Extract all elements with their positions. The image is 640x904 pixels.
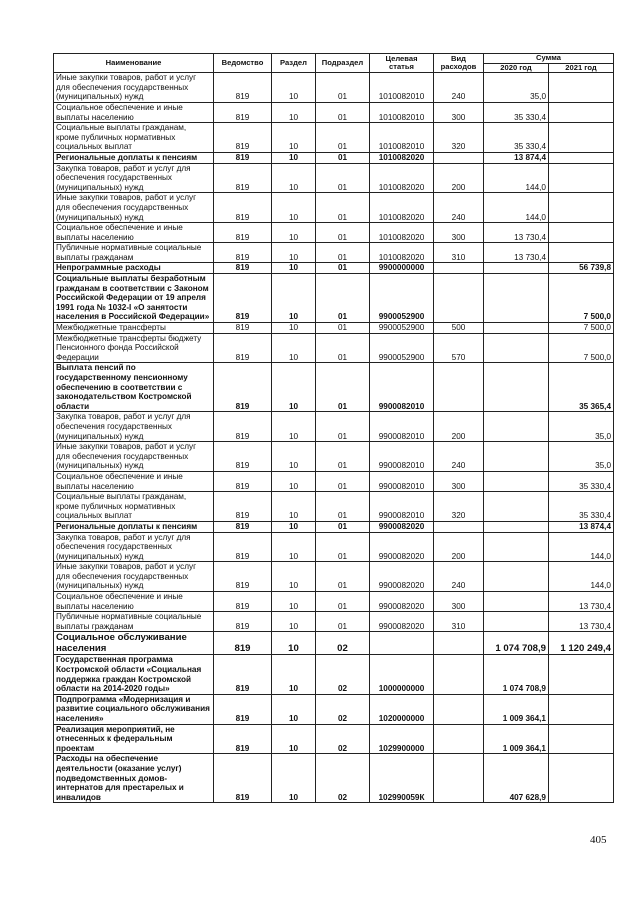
cell-vid: 300: [434, 223, 484, 243]
header-target: Целевая статья: [370, 54, 434, 73]
cell-vedomstvo: 819: [214, 363, 272, 412]
cell-2021: [549, 193, 614, 223]
cell-2020: [484, 333, 549, 363]
cell-target: 9900082020: [370, 612, 434, 632]
cell-target: 1010082010: [370, 123, 434, 153]
header-summa: Сумма: [484, 54, 614, 64]
header-razdel: Раздел: [272, 54, 316, 73]
cell-podrazdel: 01: [316, 333, 370, 363]
table-row: [54, 163, 614, 193]
cell-2021: [549, 123, 614, 153]
cell-vedomstvo: 819: [214, 521, 272, 532]
cell-target: 9900082020: [370, 562, 434, 592]
cell-razdel: 10: [272, 521, 316, 532]
cell-2020: [484, 263, 549, 274]
cell-name: Региональные доплаты к пенсиям: [54, 152, 214, 163]
cell-2020: 35 330,4: [484, 102, 549, 122]
cell-vid: 310: [434, 243, 484, 263]
header-2021: 2021 год: [549, 63, 614, 73]
cell-name: Реализация мероприятий, не отнесенных к федеральным проектам: [54, 724, 214, 754]
cell-vedomstvo: 819: [214, 333, 272, 363]
cell-name: Социальные выплаты гражданам, кроме публичных нормативных социальных выплат: [54, 492, 214, 522]
cell-vedomstvo: 819: [214, 492, 272, 522]
cell-name: Межбюджетные трансферты: [54, 323, 214, 334]
cell-razdel: 10: [272, 754, 316, 803]
cell-target: 1010082020: [370, 243, 434, 263]
cell-target: 1010082010: [370, 102, 434, 122]
cell-target: 9900082010: [370, 412, 434, 442]
cell-vid: 240: [434, 73, 484, 103]
cell-podrazdel: 01: [316, 492, 370, 522]
cell-name: Социальные выплаты гражданам, кроме публичных нормативных социальных выплат: [54, 123, 214, 153]
cell-podrazdel: 01: [316, 152, 370, 163]
cell-podrazdel: 01: [316, 274, 370, 323]
cell-2020: 407 628,9: [484, 754, 549, 803]
cell-vid: 200: [434, 412, 484, 442]
cell-2021: 56 739,8: [549, 263, 614, 274]
cell-vedomstvo: 819: [214, 562, 272, 592]
cell-podrazdel: 01: [316, 612, 370, 632]
page-number: 405: [590, 834, 607, 846]
cell-name: Государственная программа Костромской области «Социальная поддержка граждан Костромской области на 2014-2020 годы»: [54, 655, 214, 694]
cell-name: Иные закупки товаров, работ и услуг для обеспечения государственных (муниципальных) нужд: [54, 73, 214, 103]
cell-vid: [434, 363, 484, 412]
cell-vid: 240: [434, 562, 484, 592]
cell-2021: 35,0: [549, 442, 614, 472]
budget-table: [53, 53, 614, 803]
table-row: [54, 694, 614, 724]
cell-vedomstvo: 819: [214, 152, 272, 163]
cell-name: Расходы на обеспечение деятельности (оказание услуг) подведомственных домов-интернатов для престарелых и инвалидов: [54, 754, 214, 803]
cell-2021: 144,0: [549, 532, 614, 562]
cell-2020: [484, 442, 549, 472]
cell-vid: 300: [434, 592, 484, 612]
cell-vid: 570: [434, 333, 484, 363]
table-row: [54, 562, 614, 592]
cell-2021: 13 730,4: [549, 592, 614, 612]
table-row: [54, 73, 614, 103]
cell-2020: [484, 562, 549, 592]
cell-2020: [484, 612, 549, 632]
cell-target: 9900082020: [370, 532, 434, 562]
cell-vedomstvo: 819: [214, 532, 272, 562]
cell-razdel: 10: [272, 102, 316, 122]
cell-vid: 300: [434, 471, 484, 491]
table-row: [54, 223, 614, 243]
cell-2020: 144,0: [484, 163, 549, 193]
cell-podrazdel: 01: [316, 163, 370, 193]
table-row: [54, 655, 614, 694]
cell-vid: [434, 152, 484, 163]
cell-podrazdel: 01: [316, 73, 370, 103]
cell-vedomstvo: 819: [214, 471, 272, 491]
cell-vedomstvo: 819: [214, 632, 272, 655]
header-podrazdel: Подраздел: [316, 54, 370, 73]
cell-podrazdel: 01: [316, 471, 370, 491]
cell-2020: [484, 471, 549, 491]
cell-name: Публичные нормативные социальные выплаты гражданам: [54, 612, 214, 632]
cell-podrazdel: 02: [316, 694, 370, 724]
cell-2021: 7 500,0: [549, 274, 614, 323]
cell-podrazdel: 02: [316, 724, 370, 754]
cell-name: Закупка товаров, работ и услуг для обеспечения государственных (муниципальных) нужд: [54, 163, 214, 193]
cell-razdel: 10: [272, 694, 316, 724]
cell-2021: 35,0: [549, 412, 614, 442]
table-row: [54, 152, 614, 163]
cell-vedomstvo: 819: [214, 655, 272, 694]
cell-podrazdel: 02: [316, 754, 370, 803]
table-row: [54, 492, 614, 522]
table-row: [54, 612, 614, 632]
cell-razdel: 10: [272, 333, 316, 363]
cell-razdel: 10: [272, 442, 316, 472]
cell-name: Выплата пенсий по государственному пенсионному обеспечению в соответствии с законодательством Костромской области: [54, 363, 214, 412]
cell-vid: [434, 754, 484, 803]
cell-name: Публичные нормативные социальные выплаты гражданам: [54, 243, 214, 263]
cell-2020: 13 730,4: [484, 243, 549, 263]
table-row: [54, 323, 614, 334]
cell-target: 1010082010: [370, 73, 434, 103]
cell-2021: [549, 754, 614, 803]
cell-razdel: 10: [272, 632, 316, 655]
table-row: [54, 412, 614, 442]
cell-2020: [484, 412, 549, 442]
cell-podrazdel: 01: [316, 243, 370, 263]
cell-razdel: 10: [272, 152, 316, 163]
cell-2021: [549, 163, 614, 193]
cell-vid: 240: [434, 442, 484, 472]
cell-2021: 1 120 249,4: [549, 632, 614, 655]
cell-name: Закупка товаров, работ и услуг для обеспечения государственных (муниципальных) нужд: [54, 412, 214, 442]
cell-name: Иные закупки товаров, работ и услуг для обеспечения государственных (муниципальных) нужд: [54, 562, 214, 592]
cell-2020: [484, 532, 549, 562]
cell-vedomstvo: 819: [214, 754, 272, 803]
header-2020: 2020 год: [484, 63, 549, 73]
cell-target: 9900052900: [370, 274, 434, 323]
cell-name: Социальное обеспечение и иные выплаты населению: [54, 471, 214, 491]
cell-vid: 200: [434, 163, 484, 193]
cell-target: 1000000000: [370, 655, 434, 694]
cell-2021: 13 874,4: [549, 521, 614, 532]
cell-2020: [484, 323, 549, 334]
cell-2021: 7 500,0: [549, 333, 614, 363]
cell-vid: [434, 274, 484, 323]
cell-2021: [549, 694, 614, 724]
cell-name: Иные закупки товаров, работ и услуг для обеспечения государственных (муниципальных) нужд: [54, 193, 214, 223]
cell-2020: [484, 521, 549, 532]
cell-razdel: 10: [272, 492, 316, 522]
cell-target: 9900052900: [370, 323, 434, 334]
cell-podrazdel: 02: [316, 632, 370, 655]
cell-vedomstvo: 819: [214, 323, 272, 334]
table-row: [54, 754, 614, 803]
document-page: [53, 53, 613, 803]
cell-razdel: 10: [272, 123, 316, 153]
cell-name: Социальные выплаты безработным гражданам в соответствии с Законом Российской Федерации от 19 апреля 1991 года № 1032-I «О занятости населения в Российской Федерации»: [54, 274, 214, 323]
table-row: [54, 263, 614, 274]
table-row: [54, 632, 614, 655]
table-row: [54, 243, 614, 263]
cell-podrazdel: 01: [316, 521, 370, 532]
cell-target: 9900082010: [370, 492, 434, 522]
cell-razdel: 10: [272, 223, 316, 243]
cell-podrazdel: 01: [316, 193, 370, 223]
cell-razdel: 10: [272, 412, 316, 442]
cell-2021: [549, 655, 614, 694]
cell-vedomstvo: 819: [214, 274, 272, 323]
cell-2021: 35 365,4: [549, 363, 614, 412]
cell-name: Региональные доплаты к пенсиям: [54, 521, 214, 532]
cell-vid: 200: [434, 532, 484, 562]
cell-vid: 320: [434, 123, 484, 153]
cell-target: 1020000000: [370, 694, 434, 724]
table-row: [54, 471, 614, 491]
table-row: [54, 521, 614, 532]
cell-target: 9900082010: [370, 363, 434, 412]
cell-name: Межбюджетные трансферты бюджету Пенсионного фонда Российской Федерации: [54, 333, 214, 363]
cell-podrazdel: 01: [316, 592, 370, 612]
cell-razdel: 10: [272, 612, 316, 632]
table-row: [54, 532, 614, 562]
cell-2021: 35 330,4: [549, 492, 614, 522]
cell-podrazdel: 02: [316, 655, 370, 694]
cell-target: 9900082020: [370, 521, 434, 532]
cell-vedomstvo: 819: [214, 123, 272, 153]
cell-2020: [484, 592, 549, 612]
cell-target: 9900082010: [370, 442, 434, 472]
cell-vid: [434, 263, 484, 274]
cell-podrazdel: 01: [316, 102, 370, 122]
cell-target: 1010082020: [370, 163, 434, 193]
cell-vedomstvo: 819: [214, 163, 272, 193]
cell-2021: [549, 152, 614, 163]
table-row: [54, 442, 614, 472]
cell-name: Непрограммные расходы: [54, 263, 214, 274]
cell-target: 9900052900: [370, 333, 434, 363]
cell-razdel: 10: [272, 263, 316, 274]
table-row: [54, 724, 614, 754]
cell-target: 1010082020: [370, 223, 434, 243]
cell-name: Социальное обеспечение и иные выплаты населению: [54, 102, 214, 122]
cell-razdel: 10: [272, 363, 316, 412]
cell-2021: 13 730,4: [549, 612, 614, 632]
cell-podrazdel: 01: [316, 363, 370, 412]
cell-vid: [434, 724, 484, 754]
cell-razdel: 10: [272, 562, 316, 592]
cell-vid: [434, 521, 484, 532]
cell-vid: 240: [434, 193, 484, 223]
cell-vid: 300: [434, 102, 484, 122]
cell-podrazdel: 01: [316, 223, 370, 243]
cell-target: 1010082020: [370, 152, 434, 163]
table-row: [54, 102, 614, 122]
header-vedomstvo: Ведомство: [214, 54, 272, 73]
cell-vedomstvo: 819: [214, 442, 272, 472]
cell-razdel: 10: [272, 592, 316, 612]
cell-name: Социальное обслуживание населения: [54, 632, 214, 655]
cell-target: 9900082020: [370, 592, 434, 612]
cell-vedomstvo: 819: [214, 193, 272, 223]
cell-vid: [434, 694, 484, 724]
cell-target: 1029900000: [370, 724, 434, 754]
table-row: [54, 123, 614, 153]
cell-name: Подпрограмма «Модернизация и развитие социального обслуживания населения»: [54, 694, 214, 724]
cell-name: Закупка товаров, работ и услуг для обеспечения государственных (муниципальных) нужд: [54, 532, 214, 562]
cell-2020: 35,0: [484, 73, 549, 103]
cell-vedomstvo: 819: [214, 243, 272, 263]
cell-razdel: 10: [272, 163, 316, 193]
cell-2020: [484, 492, 549, 522]
cell-2021: [549, 223, 614, 243]
cell-vedomstvo: 819: [214, 73, 272, 103]
cell-razdel: 10: [272, 532, 316, 562]
cell-razdel: 10: [272, 724, 316, 754]
cell-razdel: 10: [272, 471, 316, 491]
cell-podrazdel: 01: [316, 442, 370, 472]
cell-2020: 144,0: [484, 193, 549, 223]
cell-vedomstvo: 819: [214, 724, 272, 754]
cell-2020: [484, 363, 549, 412]
cell-razdel: 10: [272, 655, 316, 694]
cell-podrazdel: 01: [316, 412, 370, 442]
cell-razdel: 10: [272, 274, 316, 323]
cell-razdel: 10: [272, 323, 316, 334]
cell-name: Иные закупки товаров, работ и услуг для обеспечения государственных (муниципальных) нужд: [54, 442, 214, 472]
cell-name: Социальное обеспечение и иные выплаты населению: [54, 223, 214, 243]
cell-2021: 7 500,0: [549, 323, 614, 334]
cell-razdel: 10: [272, 243, 316, 263]
cell-razdel: 10: [272, 73, 316, 103]
cell-2020: 1 074 708,9: [484, 655, 549, 694]
cell-target: 9900000000: [370, 263, 434, 274]
cell-2020: 1 009 364,1: [484, 724, 549, 754]
cell-target: 1010082020: [370, 193, 434, 223]
table-row: [54, 363, 614, 412]
cell-vedomstvo: 819: [214, 102, 272, 122]
cell-vedomstvo: 819: [214, 612, 272, 632]
cell-podrazdel: 01: [316, 323, 370, 334]
cell-vid: 310: [434, 612, 484, 632]
cell-vid: 500: [434, 323, 484, 334]
cell-podrazdel: 01: [316, 123, 370, 153]
cell-vid: [434, 655, 484, 694]
cell-vedomstvo: 819: [214, 592, 272, 612]
cell-target: 9900082010: [370, 471, 434, 491]
cell-2021: [549, 724, 614, 754]
cell-2020: 1 009 364,1: [484, 694, 549, 724]
cell-2020: 1 074 708,9: [484, 632, 549, 655]
cell-vedomstvo: 819: [214, 223, 272, 243]
cell-name: Социальное обеспечение и иные выплаты населению: [54, 592, 214, 612]
cell-podrazdel: 01: [316, 562, 370, 592]
cell-2021: 144,0: [549, 562, 614, 592]
cell-vedomstvo: 819: [214, 263, 272, 274]
table-row: [54, 193, 614, 223]
header-name: Наименование: [54, 54, 214, 73]
table-row: [54, 592, 614, 612]
cell-vid: [434, 632, 484, 655]
cell-target: [370, 632, 434, 655]
cell-podrazdel: 01: [316, 263, 370, 274]
table-row: [54, 274, 614, 323]
cell-2020: 35 330,4: [484, 123, 549, 153]
cell-razdel: 10: [272, 193, 316, 223]
cell-2020: 13 874,4: [484, 152, 549, 163]
cell-vedomstvo: 819: [214, 694, 272, 724]
cell-2021: [549, 102, 614, 122]
cell-2020: 13 730,4: [484, 223, 549, 243]
cell-vid: 320: [434, 492, 484, 522]
cell-2021: [549, 73, 614, 103]
header-vid: Вид расходов: [434, 54, 484, 73]
cell-target: 102990059К: [370, 754, 434, 803]
cell-podrazdel: 01: [316, 532, 370, 562]
table-body: [54, 73, 614, 803]
cell-2021: [549, 243, 614, 263]
cell-vedomstvo: 819: [214, 412, 272, 442]
cell-2021: 35 330,4: [549, 471, 614, 491]
cell-2020: [484, 274, 549, 323]
table-row: [54, 333, 614, 363]
header-row: [54, 54, 614, 64]
